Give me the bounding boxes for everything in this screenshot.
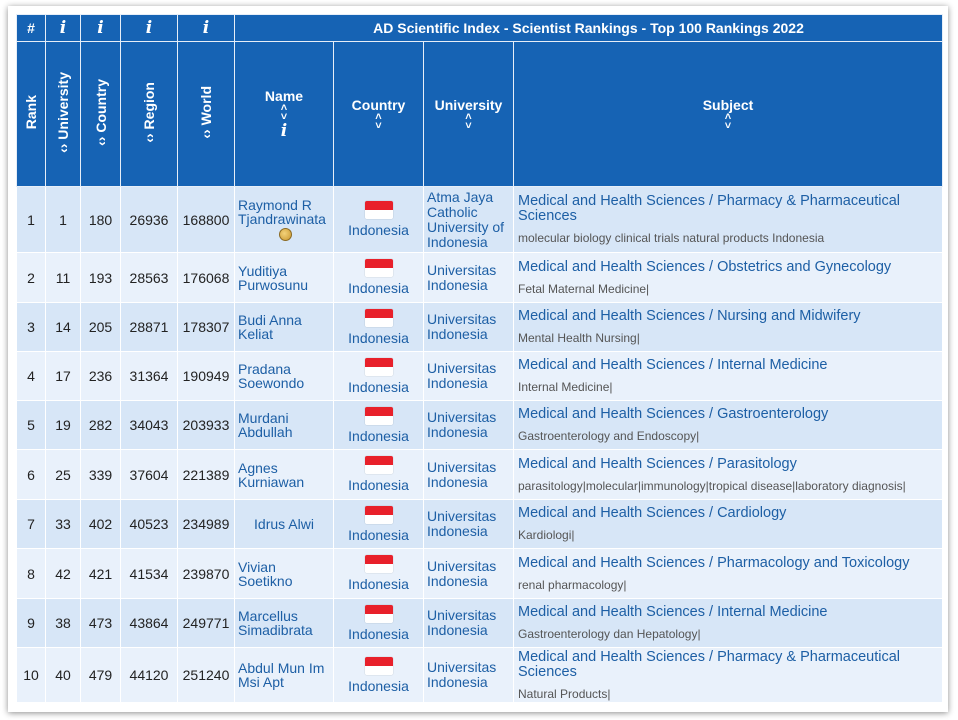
- university-link[interactable]: Universitas Indonesia: [427, 508, 497, 539]
- country-header-label: Country: [351, 97, 406, 113]
- scientist-name-link[interactable]: Idrus Alwi: [254, 516, 314, 532]
- scientist-name-cell[interactable]: [235, 187, 334, 253]
- world-rank-header-label: ‹› World: [198, 86, 214, 139]
- rank-cell: 2: [17, 253, 46, 303]
- rank-header-label: Rank: [23, 95, 39, 130]
- subject-cell[interactable]: [514, 352, 943, 401]
- scientist-name-cell[interactable]: [235, 549, 334, 599]
- university-rank-cell: 1: [46, 187, 81, 253]
- scientist-name-link[interactable]: Yuditiya Purwosunu: [238, 262, 309, 293]
- subject-cell[interactable]: [514, 303, 943, 352]
- rankings-table: [16, 14, 943, 703]
- university-rank-cell: 42: [46, 549, 81, 599]
- scientist-name-link[interactable]: Pradana Soewondo: [238, 361, 305, 391]
- university-cell[interactable]: [424, 401, 514, 450]
- table-row: [17, 599, 943, 648]
- name-header-label: Name: [264, 88, 304, 104]
- rank-cell: 8: [17, 549, 46, 599]
- university-rank-cell: 19: [46, 401, 81, 450]
- subject-link[interactable]: Medical and Health Sciences / Pharmacy & Pharmaceutical Sciences: [518, 648, 901, 680]
- country-rank-cell: 282: [81, 401, 121, 450]
- subject-cell[interactable]: [514, 253, 943, 303]
- subject-cell[interactable]: [514, 549, 943, 599]
- sort-arrows-icon: ‹›: [55, 139, 71, 153]
- indonesia-flag-icon: [365, 407, 393, 425]
- indonesia-flag-icon: [365, 506, 393, 524]
- table-row: [17, 450, 943, 500]
- header-columns-row: [17, 42, 943, 187]
- medal-icon: [279, 228, 292, 241]
- info-icon[interactable]: i: [280, 121, 288, 141]
- university-rank-cell: 17: [46, 352, 81, 401]
- subject-link[interactable]: Medical and Health Sciences / Pharmacology and Toxicology: [518, 554, 910, 571]
- subject-keywords: parasitology|molecular|immunology|tropical disease|laboratory diagnosis|: [518, 478, 906, 493]
- indonesia-flag-icon: [365, 555, 393, 573]
- country-cell[interactable]: [334, 401, 424, 450]
- column-header-university-rank[interactable]: [46, 42, 81, 187]
- world-rank-cell: 190949: [178, 352, 235, 401]
- indonesia-flag-icon: [365, 201, 393, 219]
- table-row: [17, 253, 943, 303]
- university-link[interactable]: Universitas Indonesia: [427, 311, 497, 342]
- sort-arrows-icon[interactable]: ˄ ˅: [465, 111, 472, 132]
- scientist-name-cell[interactable]: [235, 352, 334, 401]
- country-rank-cell: 180: [81, 187, 121, 253]
- indonesia-flag-icon: [365, 259, 393, 277]
- scientist-name-cell[interactable]: [235, 450, 334, 500]
- university-rank-cell: 38: [46, 599, 81, 648]
- country-link[interactable]: Indonesia: [348, 477, 409, 493]
- world-rank-cell: 221389: [178, 450, 235, 500]
- table-row: [17, 352, 943, 401]
- rank-cell: 7: [17, 500, 46, 549]
- country-link[interactable]: Indonesia: [348, 625, 409, 642]
- sort-arrows-icon: ‹›: [92, 132, 109, 146]
- country-link[interactable]: Indonesia: [348, 280, 409, 296]
- country-cell[interactable]: [334, 599, 424, 648]
- university-link[interactable]: Universitas Indonesia: [427, 261, 497, 293]
- country-link[interactable]: Indonesia: [348, 576, 409, 592]
- region-rank-cell: 40523: [121, 500, 178, 549]
- subject-link[interactable]: Medical and Health Sciences / Pharmacy & Pharmaceutical Sciences: [518, 193, 901, 224]
- column-header-country-rank[interactable]: [81, 42, 121, 187]
- rank-cell: 10: [17, 648, 46, 703]
- region-rank-cell: 28871: [121, 303, 178, 352]
- rank-cell: 3: [17, 303, 46, 352]
- subject-keywords: molecular biology clinical trials natural products Indonesia: [518, 231, 825, 245]
- scientist-name-link[interactable]: Marcellus Simadibrata: [238, 608, 313, 638]
- country-cell[interactable]: [334, 648, 424, 703]
- world-rank-cell: 203933: [178, 401, 235, 450]
- university-cell[interactable]: [424, 352, 514, 401]
- column-header-name[interactable]: [235, 42, 334, 187]
- subject-keywords: Gastroenterology and Endoscopy|: [518, 429, 700, 443]
- world-rank-cell: 239870: [178, 549, 235, 599]
- country-rank-cell: 236: [81, 352, 121, 401]
- subject-cell[interactable]: [514, 500, 943, 549]
- university-rank-cell: 11: [46, 253, 81, 303]
- rank-cell: 5: [17, 401, 46, 450]
- university-link[interactable]: Universitas Indonesia: [427, 557, 497, 589]
- country-link[interactable]: Indonesia: [348, 677, 409, 694]
- country-rank-cell: 193: [81, 253, 121, 303]
- country-cell[interactable]: [334, 187, 424, 253]
- country-rank-cell: 205: [81, 303, 121, 352]
- university-link[interactable]: Universitas Indonesia: [427, 659, 497, 690]
- subject-cell[interactable]: [514, 648, 943, 703]
- subject-keywords: Fetal Maternal Medicine|: [518, 281, 650, 296]
- subject-cell[interactable]: [514, 401, 943, 450]
- info-icon[interactable]: i: [46, 15, 81, 42]
- country-rank-cell: 402: [81, 500, 121, 549]
- region-rank-cell: 34043: [121, 401, 178, 450]
- subject-keywords: Natural Products|: [518, 686, 611, 701]
- world-rank-cell: 168800: [178, 187, 235, 253]
- subject-link[interactable]: Medical and Health Sciences / Cardiology: [518, 505, 787, 521]
- rank-cell: 1: [17, 187, 46, 253]
- region-rank-cell: 28563: [121, 253, 178, 303]
- university-link[interactable]: Universitas Indonesia: [427, 458, 497, 490]
- scientist-name-cell[interactable]: [235, 599, 334, 648]
- university-link[interactable]: Atma Jaya Catholic University of Indonesia: [427, 188, 505, 250]
- sort-arrows-icon[interactable]: ˄ ˅: [724, 111, 732, 132]
- university-rank-cell: 14: [46, 303, 81, 352]
- scientist-name-cell[interactable]: [235, 500, 334, 549]
- university-cell[interactable]: [424, 549, 514, 599]
- table-row: [17, 500, 943, 549]
- sort-arrows-icon: ‹›: [141, 129, 157, 143]
- university-link[interactable]: Universitas Indonesia: [427, 360, 497, 391]
- subject-keywords: renal pharmacology|: [518, 577, 627, 592]
- indonesia-flag-icon: [365, 456, 393, 474]
- country-link[interactable]: Indonesia: [348, 222, 409, 238]
- world-rank-cell: 251240: [178, 648, 235, 703]
- country-cell[interactable]: [334, 303, 424, 352]
- info-icon[interactable]: i: [81, 15, 121, 42]
- world-rank-cell: 249771: [178, 599, 235, 648]
- table-row: [17, 648, 943, 703]
- world-rank-cell: 178307: [178, 303, 235, 352]
- info-icon[interactable]: i: [121, 15, 178, 42]
- subject-link[interactable]: Medical and Health Sciences / Nursing and Midwifery: [518, 308, 861, 324]
- country-link[interactable]: Indonesia: [348, 427, 409, 444]
- country-rank-cell: 339: [81, 450, 121, 500]
- rank-cell: 6: [17, 450, 46, 500]
- country-link[interactable]: Indonesia: [348, 329, 409, 346]
- country-link[interactable]: Indonesia: [348, 378, 409, 395]
- region-rank-cell: 37604: [121, 450, 178, 500]
- table-row: [17, 401, 943, 450]
- rankings-body: [17, 187, 943, 703]
- country-rank-header-label: ‹› Country: [92, 79, 109, 146]
- scientist-name-link[interactable]: Murdani Abdullah: [238, 410, 293, 440]
- subject-link[interactable]: Medical and Health Sciences / Internal Medicine: [518, 357, 828, 373]
- table-row: [17, 303, 943, 352]
- university-cell[interactable]: [424, 303, 514, 352]
- subject-cell[interactable]: [514, 450, 943, 500]
- subject-keywords: Gastroenterology dan Hepatology|: [518, 627, 701, 641]
- scientist-name-link[interactable]: Raymond R Tjandrawinata: [238, 197, 326, 228]
- subject-cell[interactable]: [514, 599, 943, 648]
- rank-cell: 4: [17, 352, 46, 401]
- university-cell[interactable]: [424, 599, 514, 648]
- indonesia-flag-icon: [365, 605, 393, 623]
- column-header-world-rank[interactable]: [178, 42, 235, 187]
- scientist-name-cell[interactable]: [235, 253, 334, 303]
- country-cell[interactable]: [334, 500, 424, 549]
- sort-arrows-icon[interactable]: ˄ ˅: [280, 102, 288, 123]
- subject-keywords: Internal Medicine|: [518, 380, 613, 394]
- table-row: [17, 187, 943, 253]
- university-rank-header-label: ‹› University: [55, 72, 71, 153]
- university-rank-cell: 25: [46, 450, 81, 500]
- world-rank-cell: 176068: [178, 253, 235, 303]
- country-cell[interactable]: [334, 253, 424, 303]
- country-rank-cell: 421: [81, 549, 121, 599]
- country-rank-cell: 473: [81, 599, 121, 648]
- region-rank-cell: 41534: [121, 549, 178, 599]
- scientist-name-link[interactable]: Budi Anna Keliat: [238, 312, 302, 342]
- university-link[interactable]: Universitas Indonesia: [427, 607, 497, 638]
- sort-arrows-icon: ‹›: [198, 125, 214, 139]
- subject-keywords: Mental Health Nursing|: [518, 331, 640, 345]
- column-header-subject[interactable]: [514, 42, 943, 187]
- scientist-name-link[interactable]: Vivian Soetikno: [238, 558, 293, 589]
- subject-header-label: Subject: [702, 97, 754, 113]
- sort-arrows-icon[interactable]: ˄ ˅: [375, 111, 382, 132]
- region-rank-cell: 31364: [121, 352, 178, 401]
- university-cell[interactable]: [424, 187, 514, 253]
- indonesia-flag-icon: [365, 358, 393, 376]
- university-link[interactable]: Universitas Indonesia: [427, 409, 497, 440]
- header-top-row: [17, 15, 943, 42]
- university-cell[interactable]: [424, 648, 514, 703]
- country-rank-cell: 479: [81, 648, 121, 703]
- scientist-name-cell[interactable]: [235, 648, 334, 703]
- subject-link[interactable]: Medical and Health Sciences / Parasitology: [518, 455, 797, 472]
- scientist-name-cell[interactable]: [235, 401, 334, 450]
- country-cell[interactable]: [334, 450, 424, 500]
- university-header-label: University: [434, 97, 503, 113]
- university-cell[interactable]: [424, 450, 514, 500]
- university-rank-cell: 40: [46, 648, 81, 703]
- country-link[interactable]: Indonesia: [348, 526, 409, 543]
- column-header-country[interactable]: [334, 42, 424, 187]
- indonesia-flag-icon: [365, 657, 393, 675]
- region-rank-cell: 43864: [121, 599, 178, 648]
- column-header-region-rank[interactable]: [121, 42, 178, 187]
- country-cell[interactable]: [334, 549, 424, 599]
- scientist-name-cell[interactable]: [235, 303, 334, 352]
- info-icon[interactable]: i: [178, 15, 235, 42]
- indonesia-flag-icon: [365, 309, 393, 327]
- subject-keywords: Kardiologi|: [518, 528, 575, 542]
- country-cell[interactable]: [334, 352, 424, 401]
- column-header-rank[interactable]: [17, 42, 46, 187]
- scientist-name-link[interactable]: Agnes Kurniawan: [238, 459, 305, 490]
- subject-link[interactable]: Medical and Health Sciences / Gastroenterology: [518, 406, 829, 422]
- university-cell[interactable]: [424, 253, 514, 303]
- region-rank-cell: 44120: [121, 648, 178, 703]
- university-cell[interactable]: [424, 500, 514, 549]
- subject-cell[interactable]: [514, 187, 943, 253]
- hash-header: #: [17, 15, 46, 42]
- table-row: [17, 549, 943, 599]
- column-header-university[interactable]: [424, 42, 514, 187]
- region-rank-header-label: ‹› Region: [141, 82, 157, 143]
- rank-cell: 9: [17, 599, 46, 648]
- table-title: AD Scientific Index - Scientist Rankings - Top 100 Rankings 2022: [235, 15, 943, 42]
- rankings-panel: [8, 6, 948, 712]
- subject-link[interactable]: Medical and Health Sciences / Obstetrics and Gynecology: [518, 258, 892, 275]
- world-rank-cell: 234989: [178, 500, 235, 549]
- scientist-name-link[interactable]: Abdul Mun Im Msi Apt: [238, 660, 325, 690]
- subject-link[interactable]: Medical and Health Sciences / Internal Medicine: [518, 604, 828, 620]
- region-rank-cell: 26936: [121, 187, 178, 253]
- university-rank-cell: 33: [46, 500, 81, 549]
